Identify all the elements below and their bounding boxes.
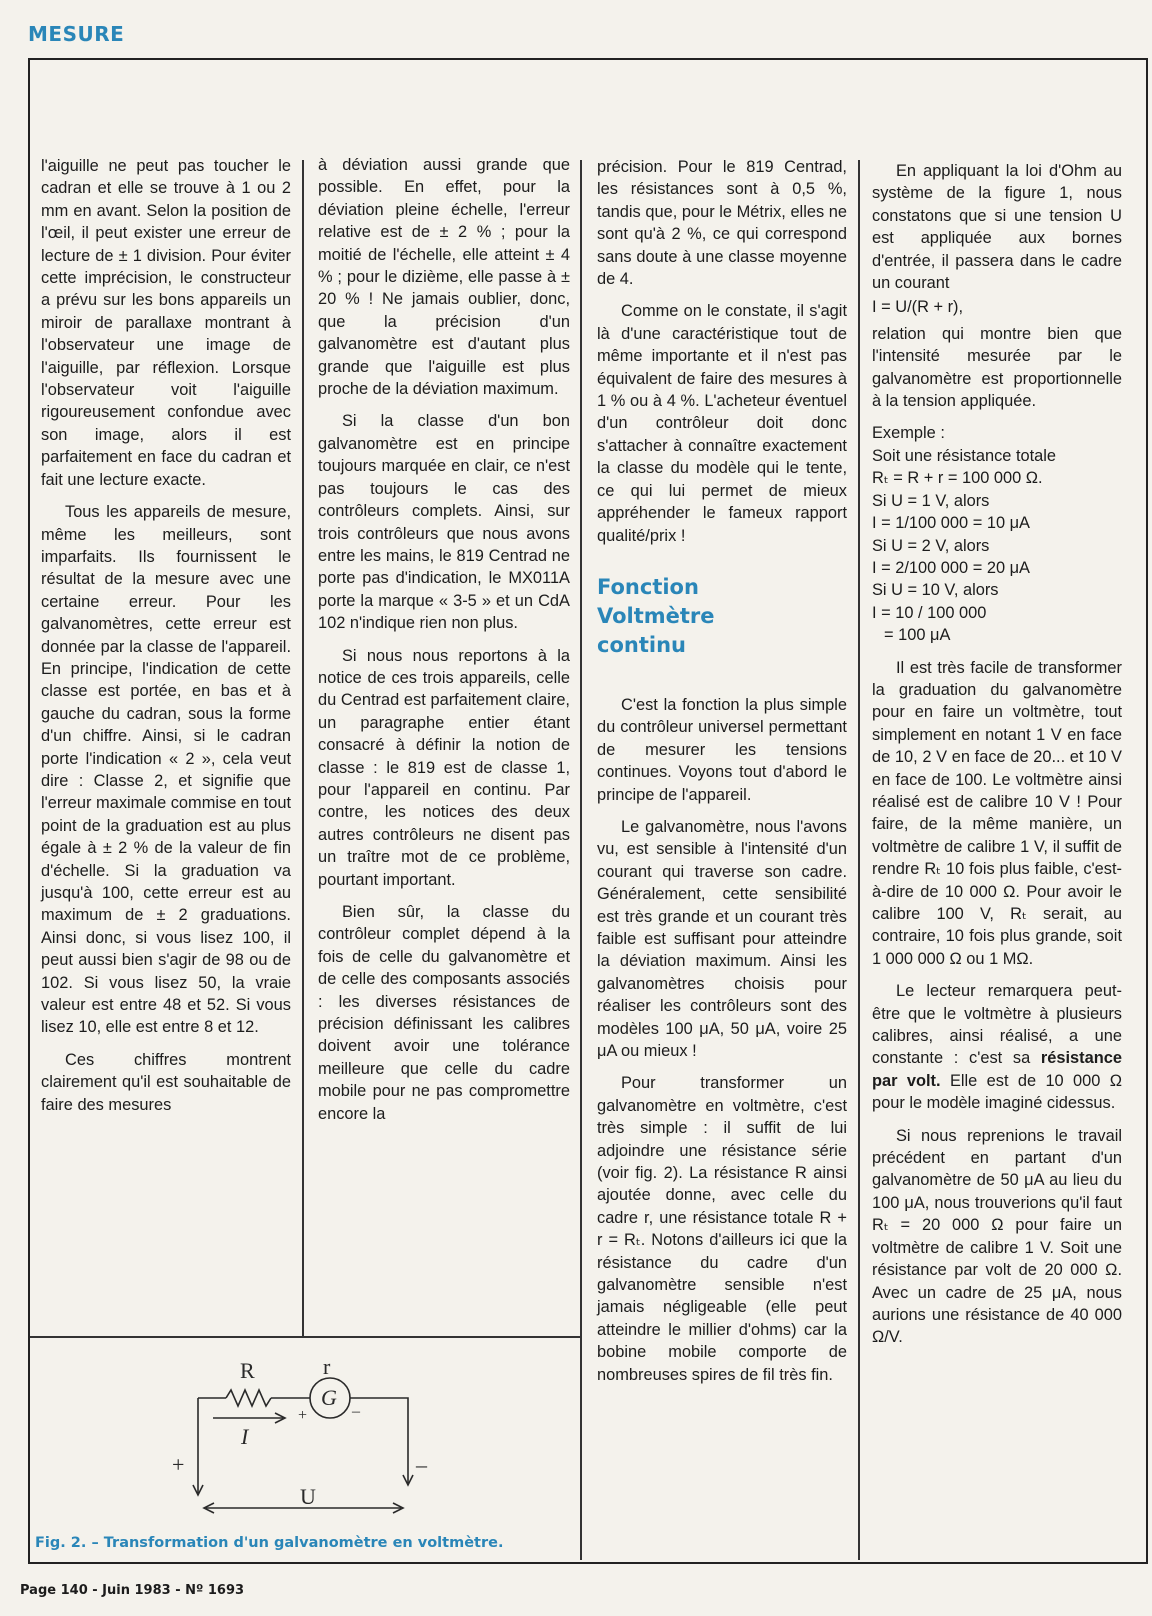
page-footer: Page 140 - Juin 1983 - Nº 1693 [20,1583,245,1598]
label-minus-g: – [352,1403,360,1420]
example-line: I = 2/100 000 = 20 μA [872,558,1030,577]
paragraph: Le galvanomètre, nous l'avons vu, est sensible à l'intensité d'un courant qui traverse son cadre. Généralement, cette sensibilité est très grande et un courant très faible est suffisant pour atteindre la déviation maximum. Ainsi les galvanomètres choisis pour réaliser les contrôleurs sont des modèles 100 μA, 50 μA, voire 25 μA ou mieux ! [597,817,847,1060]
paragraph: Tous les appareils de mesure, même les meilleurs, sont imparfaits. Ils fournissent le résultat de la mesure avec une certaine erreur. Pour les galvanomètres, cette erreur est donnée par la classe de l'appareil. En principe, l'indication de cette classe est portée, en bas et à gauche du cadran, sous la forme d'un chiffre. Ainsi, si le cadran porte l'indication « 2 », cela veut dire : Classe 2, et signifie que l'erreur maximale commise en tout point de la graduation est au plus égale à ± 2 % de la valeur de fin d'échelle. Si la graduation va jusqu'à 100, cette erreur est au maximum de ± 2 graduations. Ainsi donc, si vous lisez 100, il peut aussi bien s'agir de 98 ou de 102. Si vous lisez 50, la vraie valeur est entre 48 et 52. Si vous lisez 10, elle est entre 8 et 12. [41,503,291,1037]
bold-term: résistance par volt. [872,1049,1122,1090]
label-G: G [321,1385,337,1410]
paragraph: Si nous reprenions le travail précédent en partant d'un galvanomètre de 50 μA au lieu du 100 μA, nous trouverions qu'il faut Rₜ = 20 000 Ω pour faire un voltmètre de calibre 1 V. Soit une résistance par volt de 20 000 Ω. Avec un cadre de 25 μA, nous aurions une résistance de 40 000 Ω/V. [872,1126,1122,1347]
paragraph: Comme on le constate, il s'agit là d'une caractéristique tout de même importante et il n'est pas équivalent de faire des mesures à 1 % ou à 4 %. L'acheteur éventuel d'un contrôleur doit donc s'attacher à connaître exactement la classe du modèle qui le tente, ce qui lui permet de mieux appréhender le fameux rapport qualité/prix ! [597,302,847,545]
heading-line: Voltmètre [597,603,715,628]
paragraph [872,980,1122,1114]
column-divider [302,160,304,1337]
figure-divider [30,1336,580,1338]
paragraph: Ces chiffres montrent clairement qu'il est souhaitable de faire des mesures [41,1050,291,1114]
column-1 [41,155,291,1126]
label-U: U [300,1484,316,1509]
section-tag: MESURE [28,22,125,46]
example-line: = 100 μA [884,626,951,645]
paragraph: En appliquant la loi d'Ohm au système de la figure 1, nous constatons que si une tension U est appliquée aux bornes d'entrée, il passera dans le cadre un courant [872,162,1122,293]
label-R: R [240,1358,255,1383]
column-2 [318,154,570,1135]
section-heading [597,573,847,660]
paragraph: Si nous nous reportons à la notice de ces trois appareils, celle du Centrad est parfaitement claire, un paragraphe entier étant consacré à définir la notion de classe : le 819 est de classe 1, pour l'appareil en continu. Par contre, les notices des deux autres contrôleurs ne disent pas un traître mot de ce problème, pourtant important. [318,646,570,889]
example-line: Si U = 2 V, alors [872,536,990,555]
resistor [226,1390,271,1406]
example-title: Exemple : [872,424,945,443]
paragraph: l'aiguille ne peut pas toucher le cadran et elle se trouve à 1 ou 2 mm en avant. Selon la position de l'œil, il peut exister une erreur de lecture de ± 1 division. Pour éviter cette imprécision, le constructeur a prévu sur les bons appareils un miroir de parallaxe montrant à l'observateur une image de l'aiguille, par réflexion. Lorsque l'observateur voit l'aiguille rigoureusement confondue avec son image, alors il est parfaitement en face du cadran et fait une lecture exacte. [41,157,291,489]
paragraph: C'est la fonction la plus simple du contrôleur universel permettant de mesurer les tensions continues. Voyons tout d'abord le principe de l'appareil. [597,695,847,804]
column-3 [597,156,847,1396]
example-line: Rₜ = R + r = 100 000 Ω. [872,469,1043,488]
label-minus: – [416,1452,427,1477]
equation: I = U/(R + r), [872,298,964,317]
paragraph: à déviation aussi grande que possible. En effet, pour la déviation pleine échelle, l'erreur relative est de ± 2 % ; pour la moitié de l'échelle, elle atteint ± 4 % ; pour le dizième, elle passe à ± 20 % ! Ne jamais oublier, donc, que la précision d'un galvanomètre est d'autant plus grande que l'aiguille est plus proche de la déviation maximum. [318,156,570,399]
example-line: Si U = 10 V, alors [872,581,999,600]
text-run: Elle est de 10 000 Ω pour le modèle imaginé cidessus. [872,1071,1122,1113]
column-4 [872,160,1122,1359]
column-divider [580,160,582,1560]
paragraph: Il est très facile de transformer la graduation du galvanomètre pour en faire un voltmètre, tout simplement en notant 1 V en face de 10, 2 V en face de 20... et 10 V en face de 100. Le voltmètre ainsi réalisé est de calibre 10 V ! Pour faire, de la même manière, un voltmètre de calibre 1 V, il suffit de rendre Rₜ 10 fois plus faible, c'est-à-dire de 10 000 Ω. Pour avoir le calibre 100 V, Rₜ serait, au contraire, 10 fois plus grande, soit 1 000 000 Ω ou 1 MΩ. [872,658,1122,968]
label-plus: + [172,1452,185,1477]
paragraph: Pour transformer un galvanomètre en voltmètre, c'est très simple : il suffit de lui adjoindre une résistance série (voir fig. 2). La résistance R ainsi ajoutée donne, avec celle du cadre r, une résistance totale R + r = Rₜ. Notons d'ailleurs ici que la résistance du cadre d'un galvanomètre sensible n'est jamais négligeable (elle peut atteindre le millier d'ohms) car la bobine mobile comporte de nombreuses spires de fil très fin. [597,1074,847,1384]
label-plus-g: + [298,1407,308,1424]
paragraph: Bien sûr, la classe du contrôleur complet dépend à la fois de celle du galvanomètre et de celle des composants associés : les diverses résistances de précision définissant les calibres doivent avoir une tolérance meilleure que celle du cadre mobile pour ne pas compromettre encore la [318,903,570,1123]
circuit-diagram [158,1354,458,1528]
example-line: I = 1/100 000 = 10 μA [872,514,1030,533]
heading-line: Fonction [597,574,699,599]
column-divider [858,160,860,1560]
figure-caption: Fig. 2. – Transformation d'un galvanomètre en voltmètre. [35,1535,504,1551]
paragraph: Si la classe d'un bon galvanomètre est en principe toujours marquée en clair, ce n'est pas toujours le cas des contrôleurs complets. Ainsi, sur trois contrôleurs que nous avons entre les mains, le 819 Centrad ne porte pas d'indication, le MX011A porte la marque « 3-5 » et un CdA 102 n'indique rien non plus. [318,412,570,633]
example-line: Si U = 1 V, alors [872,491,990,510]
label-I: I [241,1424,249,1449]
example-line: Soit une résistance totale [872,446,1057,465]
text-run: Le lecteur remarquera peut-être que le voltmètre à plusieurs calibres, ainsi réalisé, a une constante : c'est sa [872,982,1122,1068]
example-line: I = 10 / 100 000 [872,603,987,622]
paragraph: précision. Pour le 819 Centrad, les résistances sont à 0,5 %, tandis que, pour le Métrix, elles ne sont qu'à 2 %, ce qui correspond sans doute à une classe moyenne de 4. [597,158,847,289]
label-r: r [323,1354,331,1379]
heading-line: continu [597,632,686,657]
paragraph: relation qui montre bien que l'intensité mesurée par le galvanomètre est proportionnelle à la tension appliquée. [872,324,1122,411]
